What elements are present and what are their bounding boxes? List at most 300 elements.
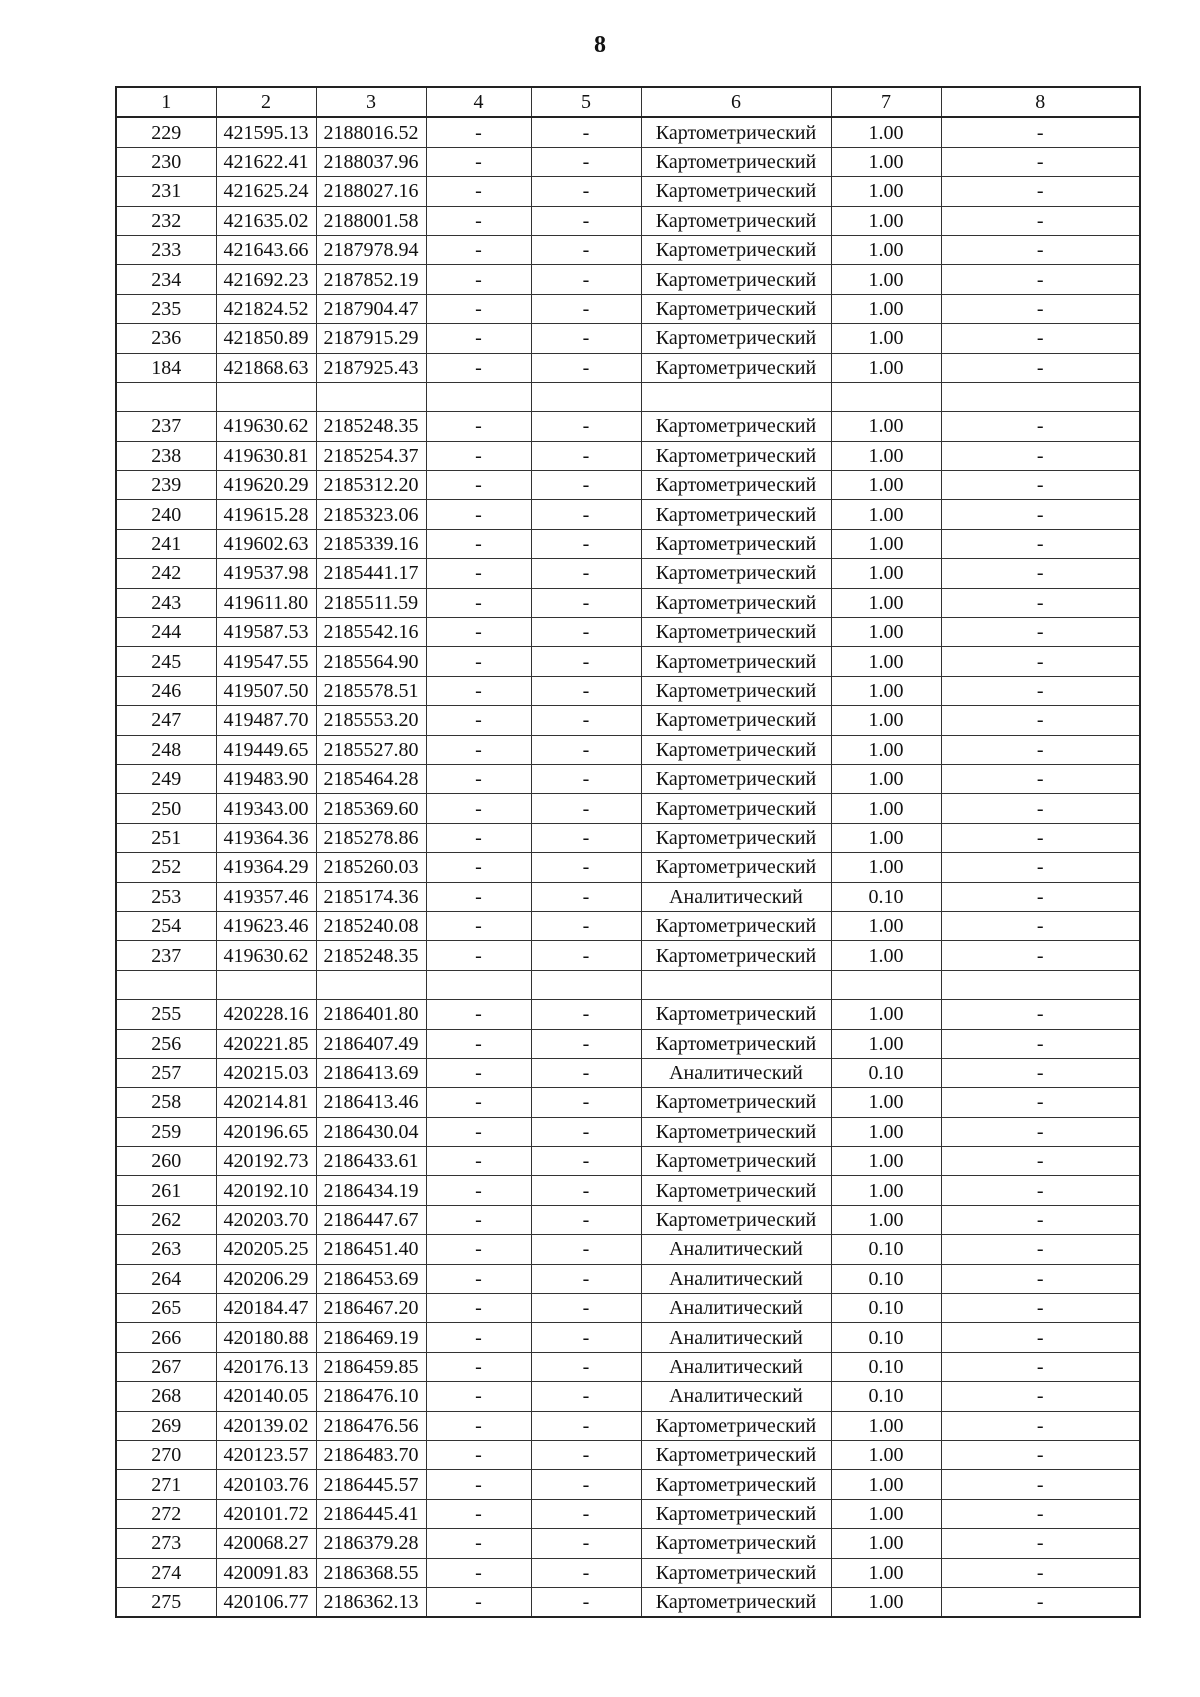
table-row	[116, 177, 1140, 206]
table-cell	[831, 382, 941, 411]
table-cell: 420139.02	[216, 1411, 316, 1440]
table-cell: 2186483.70	[316, 1440, 426, 1469]
table-cell: -	[426, 265, 531, 294]
table-cell: 1.00	[831, 1029, 941, 1058]
table-cell: 419630.62	[216, 941, 316, 970]
table-cell: 420228.16	[216, 1000, 316, 1029]
table-cell: -	[426, 706, 531, 735]
table-cell: 420221.85	[216, 1029, 316, 1058]
table-cell: 421643.66	[216, 235, 316, 264]
table-cell: 1.00	[831, 206, 941, 235]
table-cell: 419507.50	[216, 676, 316, 705]
table-cell: 1.00	[831, 1117, 941, 1146]
table-cell: -	[941, 1440, 1140, 1469]
table-cell: -	[426, 618, 531, 647]
table-row	[116, 1235, 1140, 1264]
table-cell: 2186413.69	[316, 1058, 426, 1087]
table-row	[116, 1411, 1140, 1440]
table-cell: 2185248.35	[316, 412, 426, 441]
table-cell: 1.00	[831, 764, 941, 793]
table-cell: Картометрический	[641, 1147, 831, 1176]
table-cell: -	[531, 1529, 641, 1558]
table-cell: Картометрический	[641, 1117, 831, 1146]
table-cell: 421625.24	[216, 177, 316, 206]
table-cell: -	[941, 1499, 1140, 1528]
table-cell: 257	[116, 1058, 216, 1087]
table-cell: 419630.62	[216, 412, 316, 441]
table-cell: -	[531, 1117, 641, 1146]
table-cell: 253	[116, 882, 216, 911]
table-cell: -	[531, 559, 641, 588]
table-cell: -	[941, 294, 1140, 323]
table-cell: -	[426, 911, 531, 940]
table-cell: -	[531, 1440, 641, 1469]
table-cell: 2188016.52	[316, 117, 426, 147]
table-cell: Картометрический	[641, 412, 831, 441]
table-cell: 241	[116, 529, 216, 558]
table-cell: 419487.70	[216, 706, 316, 735]
table-cell: 2185553.20	[316, 706, 426, 735]
table-cell: 248	[116, 735, 216, 764]
table-row	[116, 1117, 1140, 1146]
table-cell: 421850.89	[216, 324, 316, 353]
table-cell: -	[941, 1029, 1140, 1058]
table-cell: -	[941, 1411, 1140, 1440]
table-cell: 243	[116, 588, 216, 617]
table-row	[116, 1587, 1140, 1617]
table-row	[116, 471, 1140, 500]
table-cell: 2185260.03	[316, 853, 426, 882]
table-cell: -	[941, 794, 1140, 823]
table-cell: 1.00	[831, 529, 941, 558]
table-cell: -	[941, 529, 1140, 558]
table-cell: -	[426, 1176, 531, 1205]
table-cell: -	[426, 324, 531, 353]
table-cell: -	[426, 647, 531, 676]
table-cell	[941, 970, 1140, 999]
table-cell: Картометрический	[641, 1529, 831, 1558]
table-cell: -	[531, 177, 641, 206]
table-cell: 232	[116, 206, 216, 235]
table-cell: 420192.10	[216, 1176, 316, 1205]
table-cell: 272	[116, 1499, 216, 1528]
table-cell	[531, 970, 641, 999]
table-cell: 420203.70	[216, 1205, 316, 1234]
table-cell: 268	[116, 1382, 216, 1411]
column-header-4: 4	[426, 87, 531, 117]
table-row	[116, 235, 1140, 264]
table-cell	[116, 382, 216, 411]
table-row	[116, 324, 1140, 353]
table-cell: 1.00	[831, 1411, 941, 1440]
table-cell: Картометрический	[641, 1205, 831, 1234]
table-cell: 419547.55	[216, 647, 316, 676]
table-cell: -	[531, 647, 641, 676]
table-cell: 184	[116, 353, 216, 382]
table-cell: 419620.29	[216, 471, 316, 500]
table-cell: -	[941, 882, 1140, 911]
table-cell: Картометрический	[641, 1029, 831, 1058]
table-cell: 2186368.55	[316, 1558, 426, 1587]
table-cell: 266	[116, 1323, 216, 1352]
column-header-3: 3	[316, 87, 426, 117]
table-cell: -	[941, 412, 1140, 441]
table-cell: -	[531, 911, 641, 940]
table-cell: -	[941, 1294, 1140, 1323]
table-cell: 1.00	[831, 353, 941, 382]
table-cell: -	[531, 676, 641, 705]
table-cell: 2185369.60	[316, 794, 426, 823]
table-cell: Картометрический	[641, 353, 831, 382]
table-cell: 239	[116, 471, 216, 500]
table-cell: Картометрический	[641, 911, 831, 940]
table-cell: 419364.36	[216, 823, 316, 852]
table-cell: 419615.28	[216, 500, 316, 529]
table-cell: 2187915.29	[316, 324, 426, 353]
table-cell: -	[531, 471, 641, 500]
table-cell: 231	[116, 177, 216, 206]
table-row	[116, 559, 1140, 588]
table-cell: 421692.23	[216, 265, 316, 294]
table-cell: -	[531, 235, 641, 264]
table-cell: 1.00	[831, 147, 941, 176]
table-cell: 421595.13	[216, 117, 316, 147]
table-cell: 421635.02	[216, 206, 316, 235]
table-row	[116, 1147, 1140, 1176]
table-cell	[426, 970, 531, 999]
table-cell: 254	[116, 911, 216, 940]
table-cell: 2185339.16	[316, 529, 426, 558]
table-cell: 1.00	[831, 441, 941, 470]
table-cell: -	[426, 941, 531, 970]
table-cell: -	[531, 764, 641, 793]
table-cell: -	[941, 324, 1140, 353]
table-row	[116, 1294, 1140, 1323]
table-cell	[216, 382, 316, 411]
table-cell: 1.00	[831, 1147, 941, 1176]
table-cell: 261	[116, 1176, 216, 1205]
table-cell: -	[941, 1264, 1140, 1293]
table-cell: 420106.77	[216, 1587, 316, 1617]
table-cell: 1.00	[831, 471, 941, 500]
table-cell	[316, 970, 426, 999]
table-cell: -	[531, 1205, 641, 1234]
table-cell: -	[941, 853, 1140, 882]
table-cell: Картометрический	[641, 1470, 831, 1499]
table-cell: -	[531, 1176, 641, 1205]
table-cell: Картометрический	[641, 588, 831, 617]
table-cell: 419483.90	[216, 764, 316, 793]
table-cell: Картометрический	[641, 1499, 831, 1528]
table-cell: 274	[116, 1558, 216, 1587]
table-cell: -	[941, 1382, 1140, 1411]
table-cell: -	[941, 353, 1140, 382]
table-cell: 420140.05	[216, 1382, 316, 1411]
table-cell: 2188037.96	[316, 147, 426, 176]
table-cell: -	[941, 1088, 1140, 1117]
table-cell: 2186401.80	[316, 1000, 426, 1029]
table-cell: 1.00	[831, 1499, 941, 1528]
table-cell: 1.00	[831, 324, 941, 353]
table-cell: Аналитический	[641, 1058, 831, 1087]
table-cell: Картометрический	[641, 735, 831, 764]
table-cell: -	[941, 1558, 1140, 1587]
table-cell: 420205.25	[216, 1235, 316, 1264]
table-cell: -	[941, 1147, 1140, 1176]
table-cell: -	[426, 882, 531, 911]
table-cell: -	[531, 882, 641, 911]
table-cell: 2185248.35	[316, 941, 426, 970]
table-cell: 1.00	[831, 1529, 941, 1558]
table-cell: -	[941, 559, 1140, 588]
table-cell: -	[941, 206, 1140, 235]
column-header-8: 8	[941, 87, 1140, 117]
table-cell: -	[426, 412, 531, 441]
table-cell: 244	[116, 618, 216, 647]
table-cell: 238	[116, 441, 216, 470]
table-cell: 2186413.46	[316, 1088, 426, 1117]
table-cell: 249	[116, 764, 216, 793]
table-cell: -	[426, 471, 531, 500]
table-header	[116, 87, 1140, 117]
table-cell: 1.00	[831, 1088, 941, 1117]
table-cell: 264	[116, 1264, 216, 1293]
table-cell: Картометрический	[641, 559, 831, 588]
table-row	[116, 618, 1140, 647]
table-cell: 1.00	[831, 1587, 941, 1617]
table-cell: 233	[116, 235, 216, 264]
table-cell: -	[941, 588, 1140, 617]
table-cell: 2186469.19	[316, 1323, 426, 1352]
table-cell: -	[941, 1352, 1140, 1381]
table-cell: -	[426, 559, 531, 588]
table-cell: -	[426, 117, 531, 147]
table-cell: 251	[116, 823, 216, 852]
table-cell: 2185254.37	[316, 441, 426, 470]
table-cell	[531, 382, 641, 411]
table-cell: 1.00	[831, 294, 941, 323]
table-cell: 230	[116, 147, 216, 176]
table-cell: 1.00	[831, 1558, 941, 1587]
table-cell: -	[426, 1088, 531, 1117]
table-cell: 0.10	[831, 1352, 941, 1381]
table-cell: 2185511.59	[316, 588, 426, 617]
table-cell: 419364.29	[216, 853, 316, 882]
table-cell: 1.00	[831, 1440, 941, 1469]
table-cell: 419537.98	[216, 559, 316, 588]
table-cell: 245	[116, 647, 216, 676]
table-cell: 419611.80	[216, 588, 316, 617]
table-cell: 2186434.19	[316, 1176, 426, 1205]
table-cell: 262	[116, 1205, 216, 1234]
table-cell: 421868.63	[216, 353, 316, 382]
table-row	[116, 1264, 1140, 1293]
table-cell: 2185527.80	[316, 735, 426, 764]
table-cell	[426, 382, 531, 411]
table-cell: Картометрический	[641, 1088, 831, 1117]
table-cell: 1.00	[831, 941, 941, 970]
table-row	[116, 1352, 1140, 1381]
table-cell: -	[531, 500, 641, 529]
table-cell: 2186447.67	[316, 1205, 426, 1234]
table-cell: 275	[116, 1587, 216, 1617]
table-cell: -	[426, 1470, 531, 1499]
table-cell: 420214.81	[216, 1088, 316, 1117]
table-cell: 237	[116, 412, 216, 441]
table-row	[116, 853, 1140, 882]
table-cell: Картометрический	[641, 1587, 831, 1617]
table-cell: 2187852.19	[316, 265, 426, 294]
table-cell: -	[426, 147, 531, 176]
table-cell: -	[941, 1205, 1140, 1234]
table-cell: -	[941, 647, 1140, 676]
table-cell: -	[531, 1058, 641, 1087]
table-cell: 420103.76	[216, 1470, 316, 1499]
table-cell: 419602.63	[216, 529, 316, 558]
table-cell: Картометрический	[641, 500, 831, 529]
table-cell: 420123.57	[216, 1440, 316, 1469]
column-header-6: 6	[641, 87, 831, 117]
table-cell: 419623.46	[216, 911, 316, 940]
column-header-2: 2	[216, 87, 316, 117]
table-cell: 2186453.69	[316, 1264, 426, 1293]
table-cell: 2186476.10	[316, 1382, 426, 1411]
table-cell: -	[941, 1470, 1140, 1499]
table-cell: -	[426, 1205, 531, 1234]
table-cell: -	[531, 412, 641, 441]
table-cell: -	[531, 324, 641, 353]
table-cell: 419587.53	[216, 618, 316, 647]
table-cell: -	[531, 1294, 641, 1323]
table-cell: 2186379.28	[316, 1529, 426, 1558]
table-cell: Картометрический	[641, 294, 831, 323]
table-cell: 0.10	[831, 1323, 941, 1352]
table-cell: 246	[116, 676, 216, 705]
table-cell: 2185564.90	[316, 647, 426, 676]
table-cell: 2185464.28	[316, 764, 426, 793]
table-cell: Картометрический	[641, 117, 831, 147]
separator-row	[116, 382, 1140, 411]
table-cell: 1.00	[831, 618, 941, 647]
table-cell: -	[941, 1323, 1140, 1352]
table-cell: 229	[116, 117, 216, 147]
column-header-1: 1	[116, 87, 216, 117]
table-cell: -	[426, 1000, 531, 1029]
table-row	[116, 764, 1140, 793]
table-cell: 2187904.47	[316, 294, 426, 323]
table-cell: -	[531, 117, 641, 147]
table-cell: 2186407.49	[316, 1029, 426, 1058]
table-cell: 2186467.20	[316, 1294, 426, 1323]
table-cell: -	[531, 353, 641, 382]
table-cell: -	[426, 588, 531, 617]
table-cell: 1.00	[831, 706, 941, 735]
table-cell: -	[426, 676, 531, 705]
table-cell: -	[941, 1000, 1140, 1029]
table-cell: -	[531, 147, 641, 176]
table-cell: -	[426, 764, 531, 793]
table-row	[116, 941, 1140, 970]
table-cell: -	[531, 1235, 641, 1264]
table-cell: -	[426, 235, 531, 264]
table-row	[116, 735, 1140, 764]
table-cell: -	[426, 1587, 531, 1617]
table-cell: 263	[116, 1235, 216, 1264]
table-cell: Картометрический	[641, 206, 831, 235]
table-cell: Картометрический	[641, 647, 831, 676]
separator-row	[116, 970, 1140, 999]
table-cell: 271	[116, 1470, 216, 1499]
table-cell: -	[941, 1529, 1140, 1558]
table-cell: 2185578.51	[316, 676, 426, 705]
table-cell: -	[531, 1470, 641, 1499]
table-cell: 2186451.40	[316, 1235, 426, 1264]
table-cell: 1.00	[831, 235, 941, 264]
table-cell: Картометрический	[641, 324, 831, 353]
table-cell: -	[941, 1117, 1140, 1146]
table-row	[116, 353, 1140, 382]
table-cell: 420068.27	[216, 1529, 316, 1558]
table-cell: 2188001.58	[316, 206, 426, 235]
table-cell: Картометрический	[641, 177, 831, 206]
table-cell: 265	[116, 1294, 216, 1323]
table-cell: -	[941, 618, 1140, 647]
table-row	[116, 1058, 1140, 1087]
table-cell: Картометрический	[641, 823, 831, 852]
table-cell: 259	[116, 1117, 216, 1146]
table-cell: -	[531, 735, 641, 764]
table-cell: 255	[116, 1000, 216, 1029]
table-cell	[941, 382, 1140, 411]
table-cell: 258	[116, 1088, 216, 1117]
table-row	[116, 1000, 1140, 1029]
table-cell: Картометрический	[641, 676, 831, 705]
table-cell: -	[531, 588, 641, 617]
table-cell: -	[426, 1264, 531, 1293]
table-cell: 2187978.94	[316, 235, 426, 264]
table-cell: 419343.00	[216, 794, 316, 823]
table-cell: -	[941, 1176, 1140, 1205]
table-cell: -	[426, 1323, 531, 1352]
table-cell: -	[426, 206, 531, 235]
table-cell: -	[426, 1352, 531, 1381]
table-cell: -	[426, 1529, 531, 1558]
table-cell: -	[531, 794, 641, 823]
table-cell: 420184.47	[216, 1294, 316, 1323]
table-cell: 420091.83	[216, 1558, 316, 1587]
table-cell: -	[941, 823, 1140, 852]
table-cell: Картометрический	[641, 471, 831, 500]
table-cell: 267	[116, 1352, 216, 1381]
table-cell	[641, 382, 831, 411]
table-cell: 2186476.56	[316, 1411, 426, 1440]
table-cell	[316, 382, 426, 411]
table-cell: Картометрический	[641, 265, 831, 294]
table-cell: -	[426, 441, 531, 470]
table-cell: -	[531, 1411, 641, 1440]
table-cell: -	[531, 294, 641, 323]
table-cell: -	[941, 911, 1140, 940]
table-cell: -	[941, 764, 1140, 793]
coordinates-table	[115, 86, 1141, 1618]
table-cell: -	[426, 794, 531, 823]
table-cell: 235	[116, 294, 216, 323]
table-cell: 421824.52	[216, 294, 316, 323]
table-cell: Картометрический	[641, 1176, 831, 1205]
table-cell: Картометрический	[641, 235, 831, 264]
table-cell: -	[941, 735, 1140, 764]
table-cell: 240	[116, 500, 216, 529]
